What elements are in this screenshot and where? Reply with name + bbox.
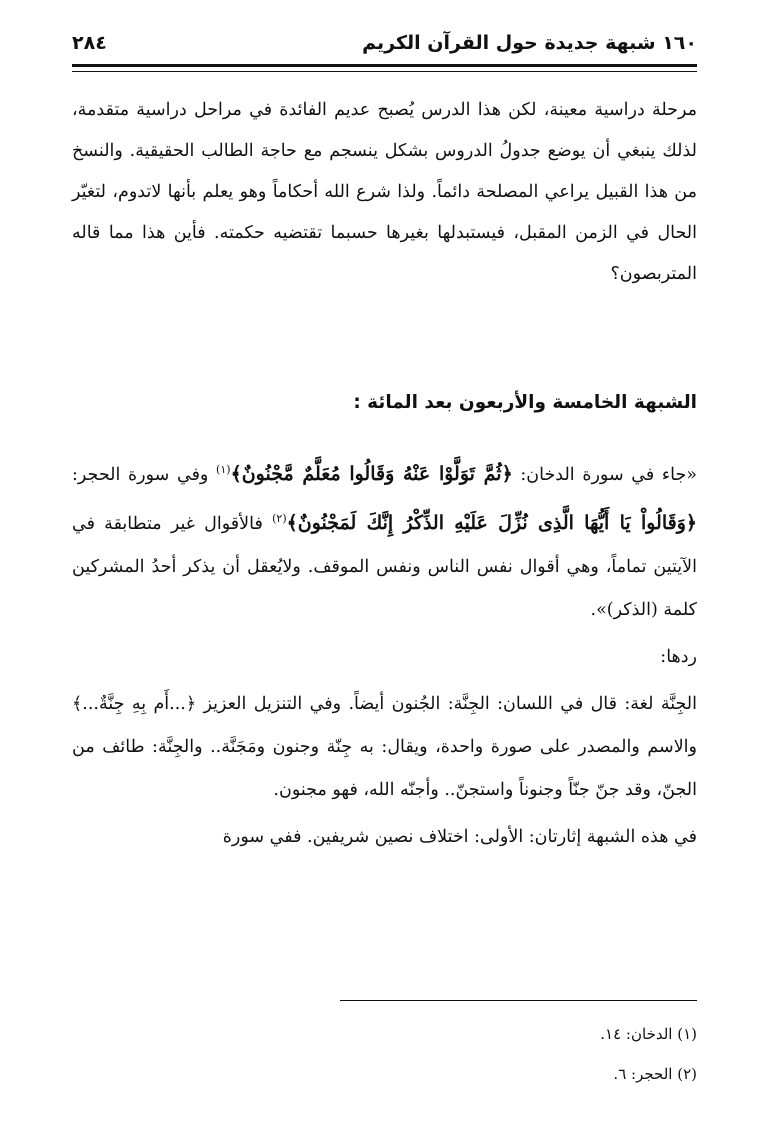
quran-verse-1: ﴿ثُمَّ تَوَلَّوْا عَنْهُ وَقَالُوا مُعَلَّمٌ مَّجْنُونٌ﴾ bbox=[230, 462, 513, 485]
section-heading: الشبهة الخامسة والأربعون بعد المائة : bbox=[353, 392, 697, 413]
footnote-separator bbox=[340, 1000, 697, 1001]
footnote-ref-1: (١) bbox=[216, 463, 231, 476]
page-number: ٢٨٤ bbox=[72, 32, 107, 54]
objection-paragraph bbox=[72, 448, 697, 632]
objection-mid: وفي سورة الحجر: bbox=[72, 464, 217, 485]
header-rule-thin bbox=[72, 71, 697, 72]
objection-intro: «جاء في سورة الدخان: bbox=[512, 464, 697, 485]
footnote-ref-2: (٢) bbox=[272, 511, 287, 525]
header-rule-thick bbox=[72, 64, 697, 67]
reply-paragraph-1: الجِنَّة لغة: قال في اللسان: الجِنَّة: الجُنون أيضاً. وفي التنزيل العزيز ﴿...أَم بِهِ جِنَّةٌ...﴾ والاسم والمصدر على صورة واحدة، ويقال: به جِنّة وجنون ومَجَنَّة.. والجِنَّة: طائف من الجنّ، وقد جنّ جنّاً وجنوناً واستجنّ.. وأجنّه الله، فهو مجنون. bbox=[72, 693, 697, 800]
reply-paragraph-2: في هذه الشبهة إثارتان: الأولى: اختلاف نصين شريفين. ففي سورة bbox=[222, 826, 697, 847]
footnotes bbox=[72, 1014, 697, 1094]
footnote-2: (٢) الحجر: ٦. bbox=[613, 1065, 697, 1083]
section-body bbox=[72, 448, 697, 863]
header-title: ١٦٠ شبهة جديدة حول القرآن الكريم bbox=[362, 32, 697, 54]
opening-text bbox=[72, 90, 697, 295]
running-header bbox=[72, 28, 697, 64]
paragraph: مرحلة دراسية معينة، لكن هذا الدرس يُصبح عديم الفائدة في مراحل دراسية متقدمة، لذلك ينبغي أن يوضع جدولُ الدروس بشكل ينسجم مع حاجة الطالب الحقيقية. والنسخ من هذا القبيل يراعي المصلحة دائماً. ولذا شرع الله أحكاماً وهو يعلم بأنها لاتدوم، لتغيّر الحال في الزمن المقبل، فيستبدلها بغيرها حسبما تقتضيه حكمته. فأين هذا مما قاله المتربصون؟ bbox=[72, 100, 697, 284]
objection-rest: فالأقوال غير متطابقة في الآيتين تماماً، وهي أقوال نفس الناس ونفس الموقف. ولايُعقل أن يذكر أحدُ المشركين كلمة (الذكر)». bbox=[72, 513, 697, 620]
footnote-1: (١) الدخان: ١٤. bbox=[600, 1025, 697, 1043]
quran-verse-2: ﴿وَقَالُواْ يَا أَيُّهَا الَّذِى نُزِّلَ عَلَيْهِ الذِّكْرُ إِنَّكَ لَمَجْنُونٌ﴾ bbox=[286, 511, 698, 534]
reply-label: ردها: bbox=[660, 646, 697, 667]
